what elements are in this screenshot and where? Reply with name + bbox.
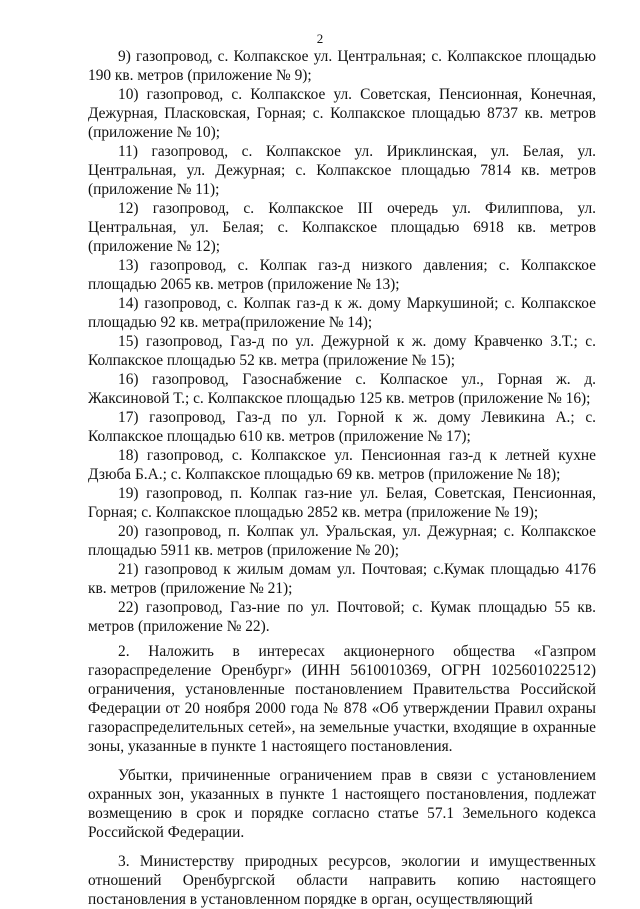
page-number: 2: [316, 31, 324, 46]
list-item-13: 13) газопровод, с. Колпак газ-д низкого давления; с. Колпакское площадью 2065 кв. метров (приложение № 13);: [88, 257, 596, 293]
clause-3: 3. Министерству природных ресурсов, экологии и имущественных отношений Оренбургской области направить копию настоящего постановления в установленном порядке в орган, осуществляющий: [88, 853, 596, 908]
clause-2-damages: Убытки, причиненные ограничением прав в связи с установлением охранных зон, указанных в пункте 1 настоящего постановления, подлежат возмещению в срок и порядке согласно статье 57.1 Земельного кодекса Российской Федерации.: [88, 767, 596, 841]
list-item-20: 20) газопровод, п. Колпак ул. Уральская, ул. Дежурная; с. Колпакское площадью 5911 кв. метров (приложение № 20);: [88, 523, 596, 559]
list-item-9: 9) газопровод, с. Колпакское ул. Центральная; с. Колпакское площадью 190 кв. метров (приложение № 9);: [88, 48, 596, 84]
document-body: [88, 47, 596, 909]
list-item-11: 11) газопровод, с. Колпакское ул. Ириклинская, ул. Белая, ул. Центральная, ул. Дежурная; с. Колпакское площадью 7814 кв. метров (приложение № 11);: [88, 143, 596, 198]
list-item-18: 18) газопровод, с. Колпакское ул. Пенсионная газ-д к летней кухне Дзюба Б.А.; с. Колпакское площадью 69 кв. метров (приложение № 18);: [88, 447, 596, 483]
list-item-15: 15) газопровод, Газ-д по ул. Дежурной к ж. дому Кравченко З.Т.; с. Колпакское площадью 52 кв. метра (приложение № 15);: [88, 333, 596, 369]
list-item-12: 12) газопровод, с. Колпакское III очередь ул. Филиппова, ул. Центральная, ул. Белая; с. Колпакское площадью 6918 кв. метров (приложение № 12);: [88, 200, 596, 255]
list-item-14: 14) газопровод, с. Колпак газ-д к ж. дому Маркушиной; с. Колпакское площадью 92 кв. метра(приложение № 14);: [88, 295, 596, 331]
list-item-17: 17) газопровод, Газ-д по ул. Горной к ж. дому Левикина А.; с. Колпакское площадью 610 кв. метров (приложение № 17);: [88, 409, 596, 445]
list-item-16: 16) газопровод, Газоснабжение с. Колпаское ул., Горная ж. д. Жаксиновой Т.; с. Колпакское площадью 125 кв. метров (приложение № 16);: [88, 371, 596, 407]
clause-2: 2. Наложить в интересах акционерного общества «Газпром газораспределение Оренбург» (ИНН 5610010369, ОГРН 1025601022512) ограничения, установленные постановлением Правительства Российской Федерации от 20 ноября 2000 года № 878 «Об утверждении Правил охраны газораспределительных сетей», на земельные участки, входящие в охранные зоны, указанные в пункте 1 настоящего постановления.: [88, 643, 596, 755]
list-item-19: 19) газопровод, п. Колпак газ-ние ул. Белая, Советская, Пенсионная, Горная; с. Колпакское площадью 2852 кв. метра (приложение № 19);: [88, 485, 596, 521]
list-item-10: 10) газопровод, с. Колпакское ул. Советская, Пенсионная, Конечная, Дежурная, Пласковская, Горная; с. Колпакское площадью 8737 кв. метров (приложение № 10);: [88, 86, 596, 141]
list-item-22: 22) газопровод, Газ-ние по ул. Почтовой; с. Кумак площадью 55 кв. метров (приложение № 22).: [88, 599, 596, 635]
list-item-21: 21) газопровод к жилым домам ул. Почтовая; с.Кумак площадью 4176 кв. метров (приложение № 21);: [88, 561, 596, 597]
